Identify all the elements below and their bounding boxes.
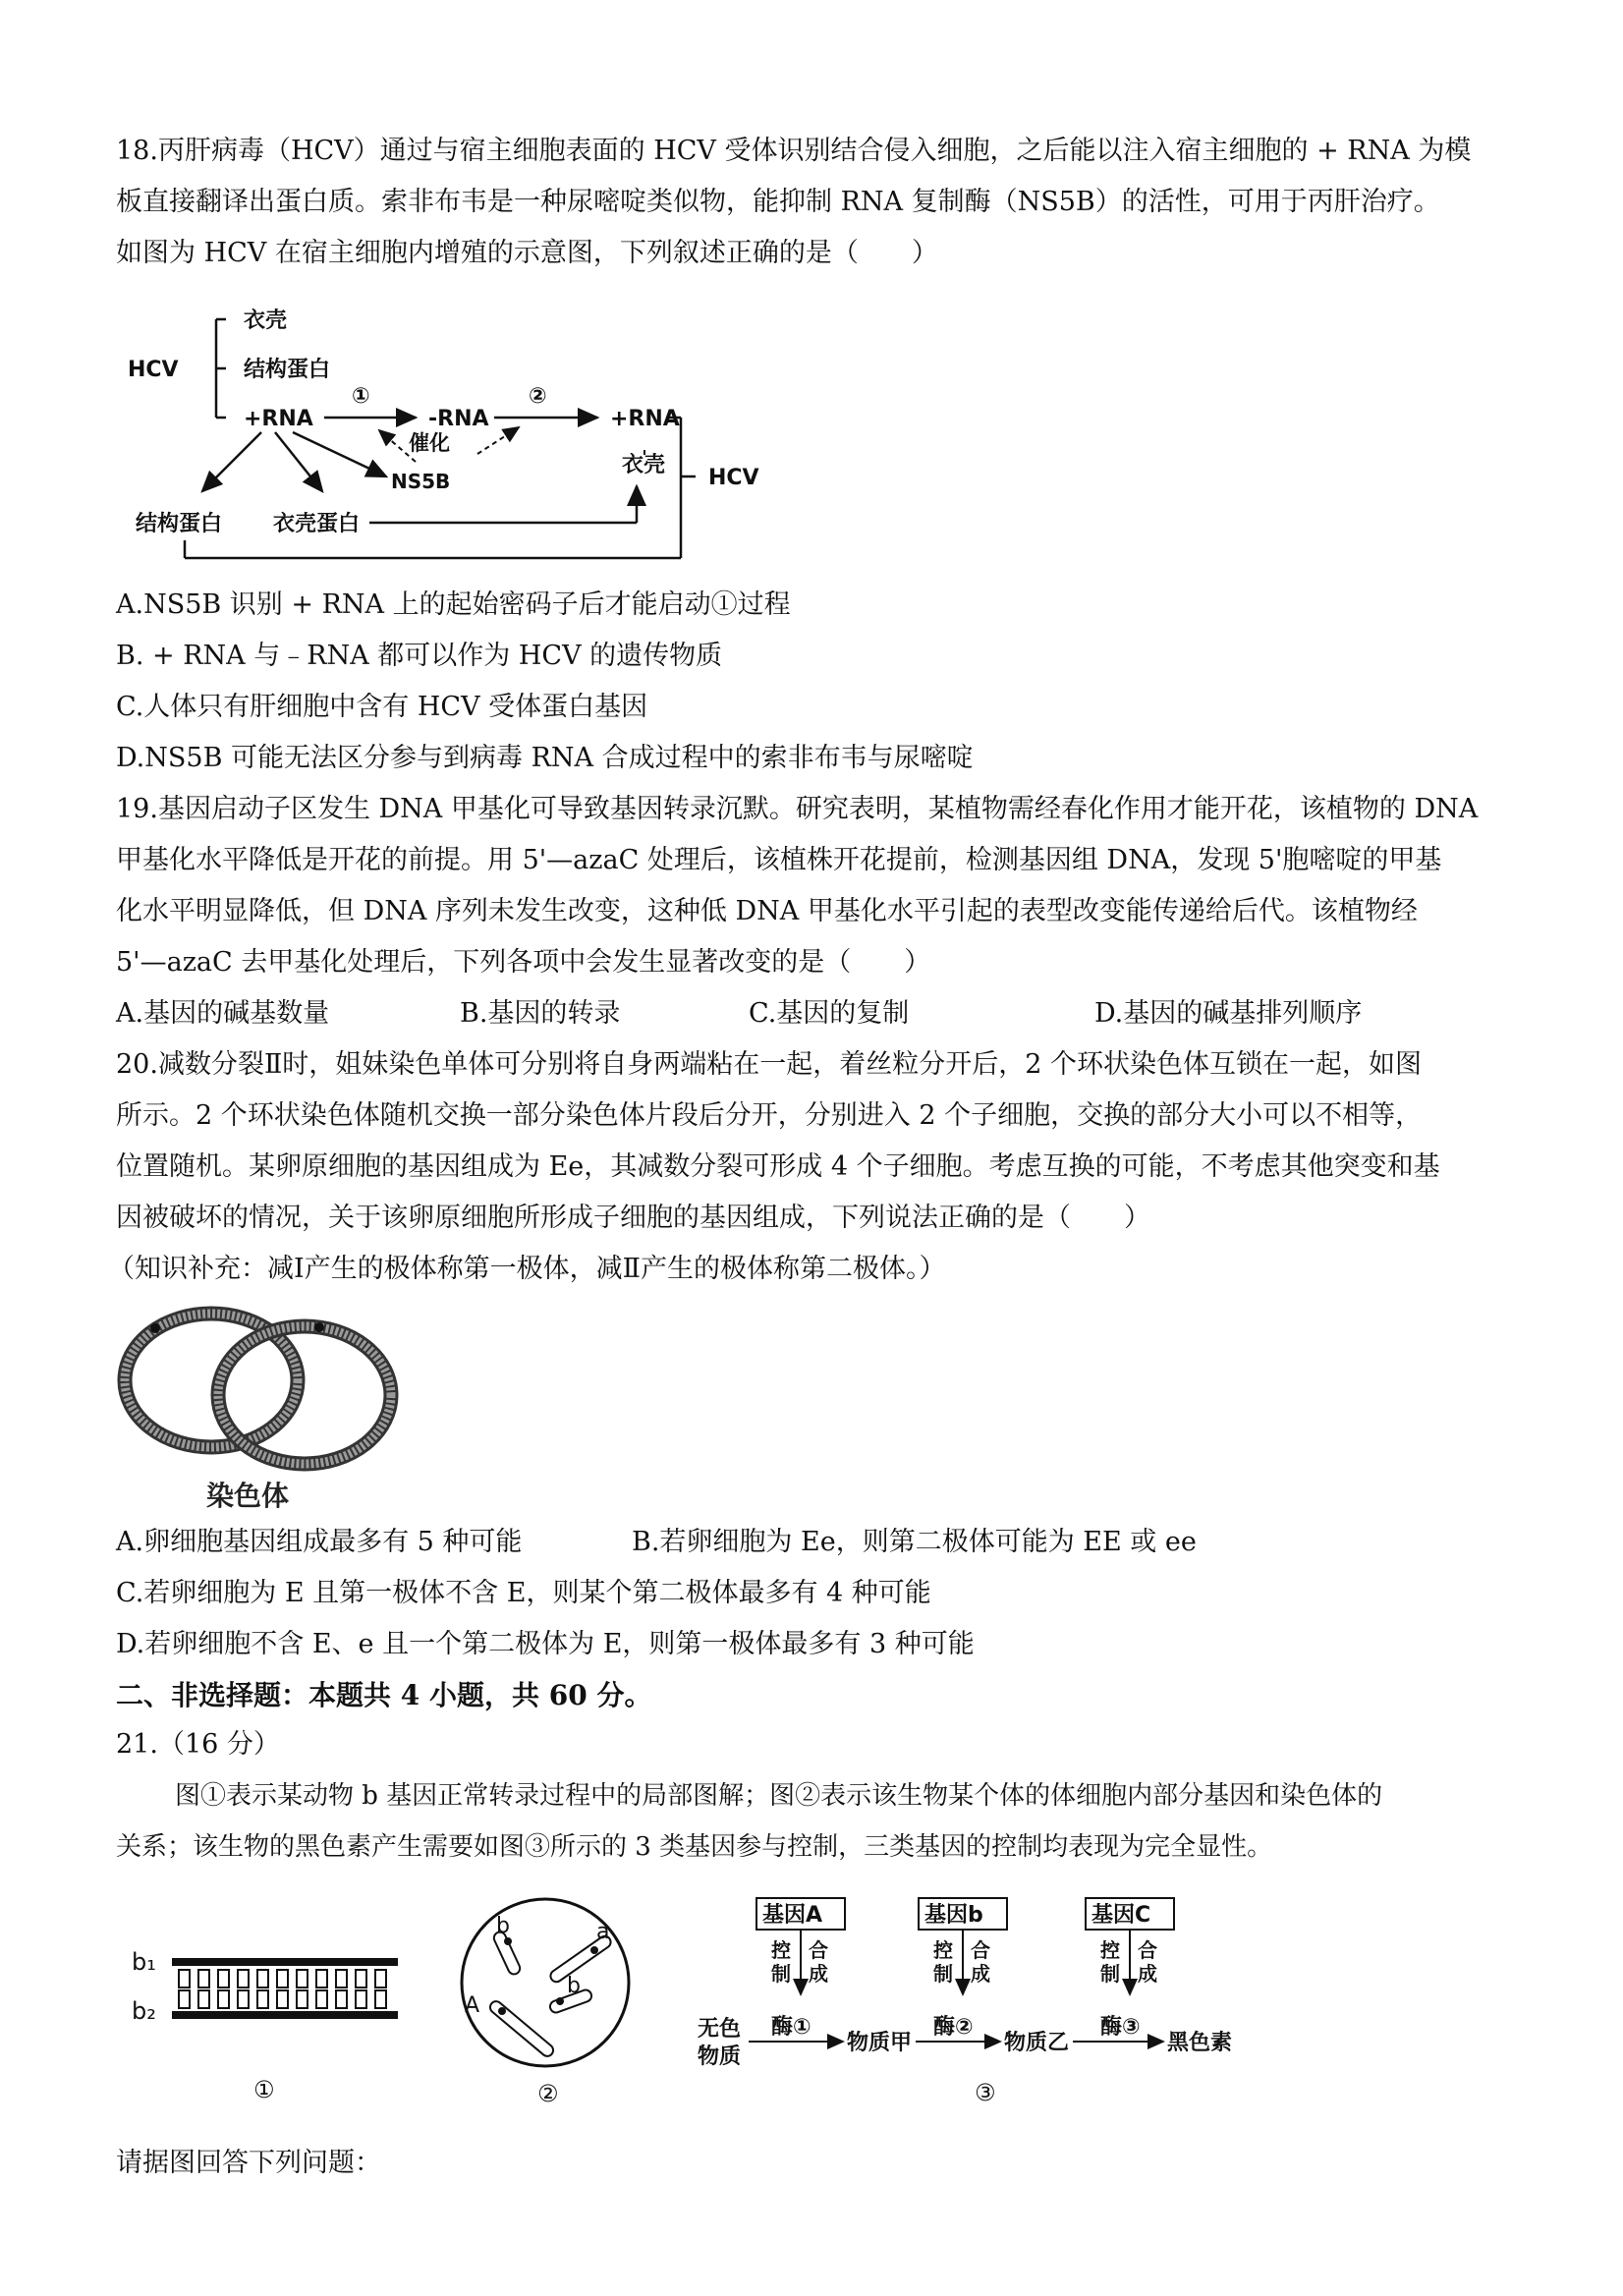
figure-2-cell	[447, 1896, 673, 2112]
gene-b-synth: 合成	[971, 1938, 990, 1986]
substance-yi-label: 物质乙	[1004, 2031, 1070, 2055]
step-2-label: ②	[529, 384, 547, 409]
q20-option-d: D.若卵细胞不含 E、e 且一个第二极体为 E，则第一极体最多有 3 种可能	[116, 1629, 975, 1659]
gene-A-box: 基因A	[762, 1903, 823, 1928]
q18-option-a: A.NS5B 识别 + RNA 上的起始密码子后才能启动①过程	[116, 589, 791, 620]
figure-3-caption: ③	[975, 2079, 996, 2106]
q20-stem-line-2: 所示。2 个环状染色体随机交换一部分染色体片段后分开，分别进入 2 个子细胞，交换的部分大小可以不相等，	[116, 1100, 1423, 1131]
q20-option-c: C.若卵细胞为 E 且第一极体不含 E，则某个第二极体最多有 4 种可能	[116, 1578, 931, 1608]
q21-ending: 请据图回答下列问题：	[116, 2148, 381, 2178]
q18-stem-line-3: 如图为 HCV 在宿主细胞内增殖的示意图，下列叙述正确的是（ ）	[116, 238, 938, 268]
minus-rna-label: -RNA	[428, 407, 489, 431]
gene-b-control: 控制	[933, 1938, 953, 1986]
step-1-label: ①	[352, 384, 370, 409]
hcv-left-label: HCV	[128, 358, 179, 382]
gene-C-synth: 合成	[1138, 1938, 1157, 1986]
q19-option-d: D.基因的碱基排列顺序	[1094, 998, 1363, 1029]
structural-protein-bottom-label: 结构蛋白	[136, 512, 223, 536]
enzyme-1-label: 酶①	[771, 2015, 812, 2040]
q18-stem-line-1: 18.丙肝病毒（HCV）通过与宿主细胞表面的 HCV 受体识别结合侵入细胞，之后能以注入宿主细胞的 + RNA 为模	[116, 136, 1472, 166]
colorless-substance-line-2: 物质	[698, 2044, 742, 2069]
q21-title: 21.（16 分）	[116, 1729, 280, 1760]
melanin-label: 黑色素	[1167, 2031, 1233, 2055]
gene-b-top-label: b	[496, 1914, 510, 1938]
gene-C-box: 基因C	[1091, 1903, 1151, 1928]
substance-jia-label: 物质甲	[847, 2031, 913, 2055]
shell-protein-bottom-label: 衣壳蛋白	[273, 512, 361, 536]
figure-3-pathway	[688, 1886, 1267, 2107]
gene-a-label: a	[596, 1920, 610, 1944]
q19-option-c: C.基因的复制	[749, 998, 910, 1029]
q19-option-a: A.基因的碱基数量	[116, 998, 330, 1029]
q20-knowledge-note: （知识补充：减Ⅰ产生的极体称第一极体，减Ⅱ产生的极体称第二极体。）	[108, 1254, 946, 1284]
figure-1-transcription	[128, 1931, 422, 2107]
enzyme-3-label: 酶③	[1100, 2015, 1141, 2040]
q20-stem-line-4: 因被破坏的情况，关于该卵原细胞所形成子细胞的基因组成，下列说法正确的是（ ）	[116, 1203, 1150, 1233]
q18-option-b: B. + RNA 与﹣RNA 都可以作为 HCV 的遗传物质	[116, 641, 723, 671]
q20-stem-line-3: 位置随机。某卵原细胞的基因组成为 Ee，其减数分裂可形成 4 个子细胞。考虑互换的可能，不考虑其他突变和基	[116, 1151, 1440, 1182]
hcv-right-label: HCV	[708, 466, 759, 490]
colorless-substance-line-1: 无色	[698, 2017, 742, 2042]
q18-option-d: D.NS5B 可能无法区分参与到病毒 RNA 合成过程中的索非布韦与尿嘧啶	[116, 743, 974, 773]
q20-option-a: A.卵细胞基因组成最多有 5 种可能	[116, 1527, 523, 1557]
q19-stem-line-2: 甲基化水平降低是开花的前提。用 5'—azaC 处理后，该植株开花提前，检测基因组 DNA，发现 5'胞嘧啶的甲基	[116, 845, 1442, 875]
shell-label: 衣壳	[244, 308, 288, 333]
figure-2-caption: ②	[537, 2080, 559, 2107]
hcv-replication-diagram	[116, 295, 823, 575]
ring-chromosomes-figure	[113, 1302, 408, 1518]
q19-stem-line-3: 化水平明显降低，但 DNA 序列未发生改变，这种低 DNA 甲基化水平引起的表型改变能传递给后代。该植物经	[116, 896, 1418, 926]
figure-1-caption: ①	[253, 2076, 275, 2103]
chromosome-label: 染色体	[206, 1480, 290, 1512]
plus-rna-label: +RNA	[244, 407, 313, 431]
strand-b1-label: b₁	[132, 1948, 156, 1976]
q18-stem-line-2: 板直接翻译出蛋白质。索非布韦是一种尿嘧啶类似物，能抑制 RNA 复制酶（NS5B）的活性，可用于丙肝治疗。	[116, 187, 1440, 217]
q21-stem-line-1: 图①表示某动物 b 基因正常转录过程中的局部图解；图②表示该生物某个体的体细胞内部分基因和染色体的	[175, 1781, 1383, 1811]
ns5b-label: NS5B	[391, 470, 451, 493]
plus-rna-2-label: +RNA	[610, 407, 680, 431]
catalysis-label: 催化	[409, 431, 450, 455]
q19-stem-line-4: 5'—azaC 去甲基化处理后，下列各项中会发生显著改变的是（ ）	[116, 947, 931, 978]
enzyme-2-label: 酶②	[933, 2015, 974, 2040]
gene-A-control: 控制	[771, 1938, 791, 1986]
q21-stem-line-2: 关系；该生物的黑色素产生需要如图③所示的 3 类基因参与控制，三类基因的控制均表现为完全显性。	[116, 1832, 1273, 1862]
gene-A-synth: 合成	[809, 1938, 828, 1986]
strand-b2-label: b₂	[132, 1997, 156, 2025]
q19-stem-line-1: 19.基因启动子区发生 DNA 甲基化可导致基因转录沉默。研究表明，某植物需经春化作用才能开花，该植物的 DNA	[116, 794, 1479, 824]
q20-stem-line-1: 20.减数分裂Ⅱ时，姐妹染色单体可分别将自身两端粘在一起，着丝粒分开后，2 个环状染色体互锁在一起，如图	[116, 1049, 1423, 1080]
q20-option-b: B.若卵细胞为 Ee，则第二极体可能为 EE 或 ee	[632, 1527, 1197, 1557]
shell-right-label: 衣壳	[622, 453, 666, 477]
section-2-heading: 二、非选择题：本题共 4 小题，共 60 分。	[116, 1679, 652, 1711]
q19-option-b: B.基因的转录	[460, 998, 621, 1029]
gene-C-control: 控制	[1100, 1938, 1120, 1986]
gene-A-label: A	[465, 1993, 480, 2018]
gene-b-box: 基因b	[924, 1903, 983, 1928]
q18-option-c: C.人体只有肝细胞中含有 HCV 受体蛋白基因	[116, 692, 648, 722]
structural-protein-label: 结构蛋白	[244, 358, 331, 382]
gene-b-mid-label: b	[567, 1974, 581, 1998]
